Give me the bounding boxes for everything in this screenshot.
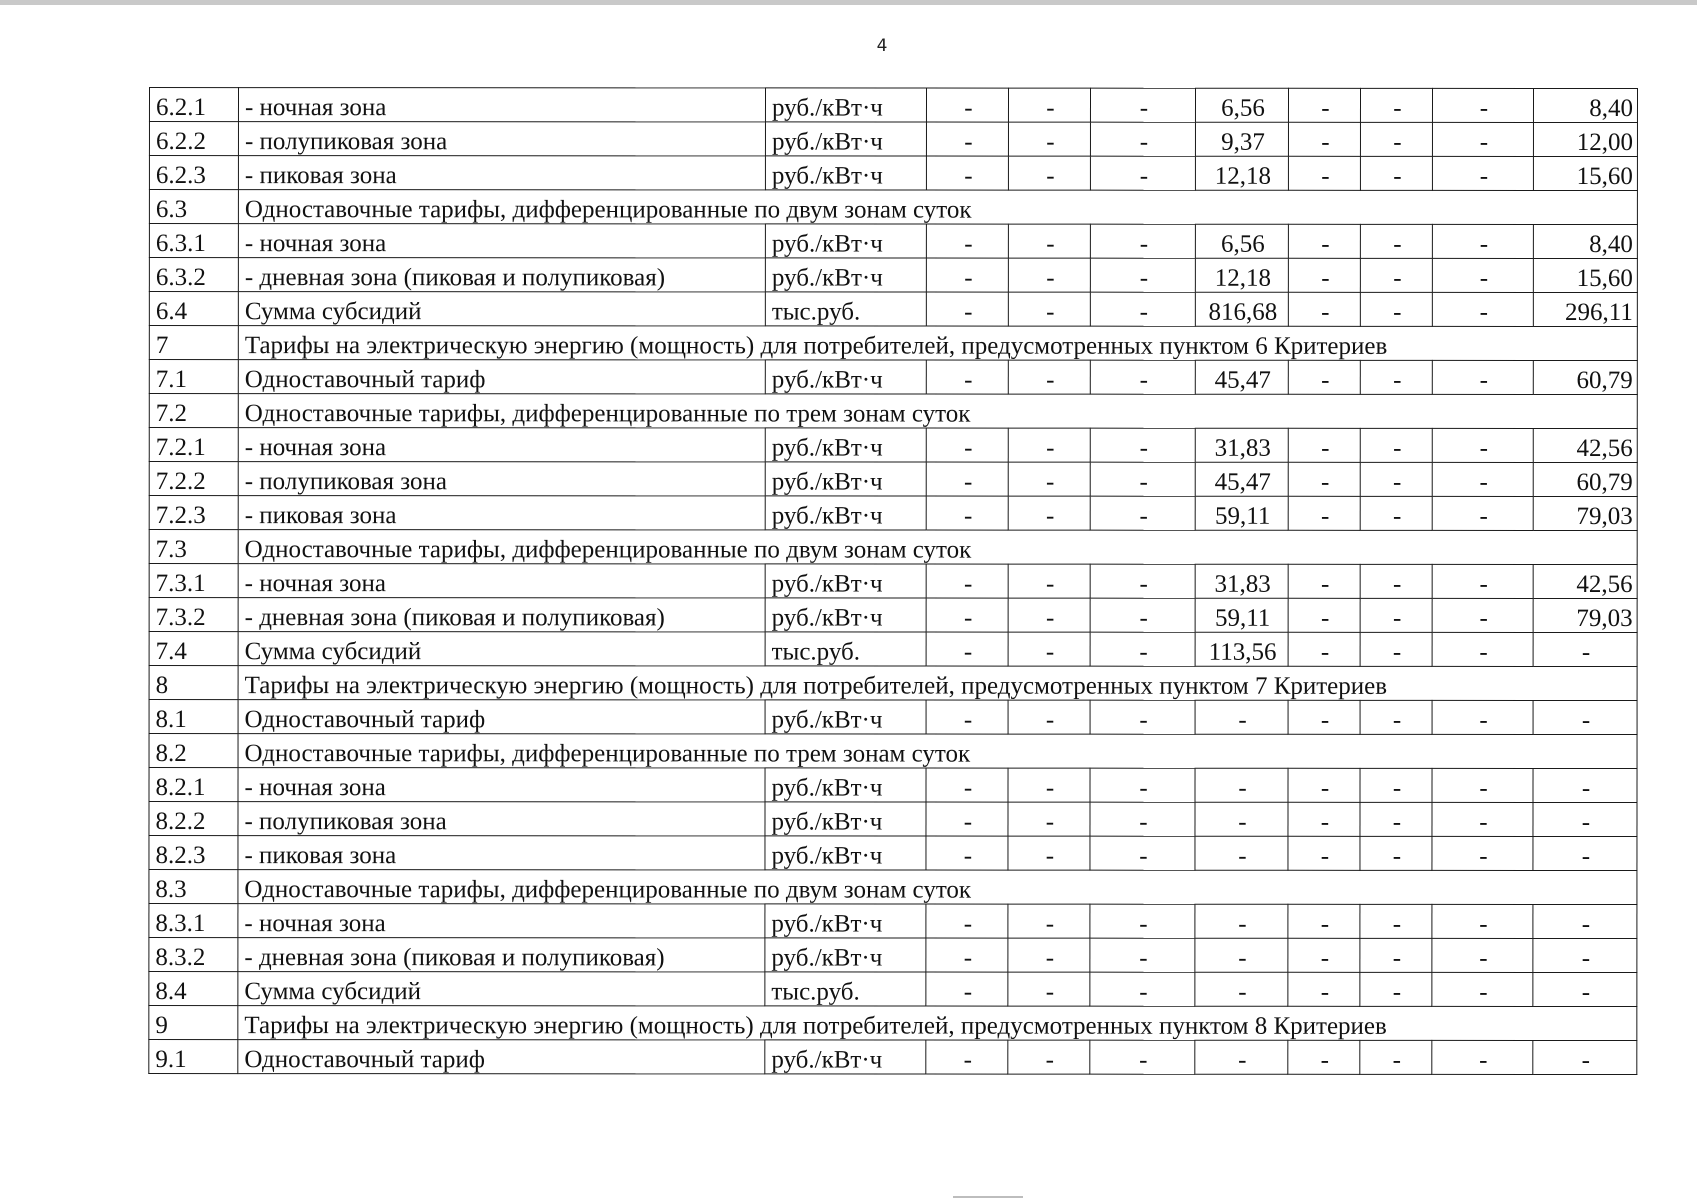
section-title-cell: Тарифы на электрическую энергию (мощность) для потребителей, предусмотренных пунктом 7 Критериев: [238, 666, 1637, 701]
value-cell: -: [1195, 700, 1288, 734]
unit-cell: руб./кВт·ч: [765, 496, 926, 530]
unit-cell: тыс.руб.: [765, 972, 926, 1006]
value-cell: -: [1360, 224, 1432, 258]
value-cell: -: [1008, 224, 1090, 258]
row-number-cell: 9: [149, 1006, 238, 1040]
table-row: [149, 360, 1637, 395]
value-cell: -: [1090, 292, 1195, 326]
value-cell: -: [1432, 938, 1533, 972]
value-cell: -: [926, 224, 1008, 258]
table-row: [149, 700, 1637, 735]
value-cell: -: [1008, 598, 1090, 632]
value-cell: -: [1008, 258, 1090, 292]
value-cell: -: [1432, 88, 1533, 122]
value-cell: -: [1090, 428, 1195, 462]
value-cell: 12,18: [1195, 258, 1288, 292]
value-cell: 12,00: [1533, 122, 1637, 156]
value-cell: -: [1195, 802, 1288, 836]
row-number-cell: 8.2.2: [149, 802, 238, 836]
value-cell: -: [1195, 836, 1288, 870]
table-row: [149, 836, 1637, 871]
value-cell: -: [1008, 122, 1090, 156]
value-cell: -: [1008, 462, 1090, 496]
section-header-row: [149, 666, 1637, 701]
value-cell: -: [926, 564, 1008, 598]
value-cell: -: [1360, 598, 1432, 632]
value-cell: -: [1360, 802, 1432, 836]
value-cell: -: [1360, 156, 1432, 190]
row-number-cell: 8.3.1: [149, 904, 238, 938]
table-row: [149, 904, 1637, 939]
row-name-cell: - ночная зона: [238, 428, 765, 462]
value-cell: -: [1288, 258, 1360, 292]
value-cell: -: [1288, 1040, 1360, 1074]
value-cell: 15,60: [1533, 258, 1637, 292]
value-cell: -: [1008, 360, 1090, 394]
table-row: [149, 224, 1637, 259]
unit-cell: руб./кВт·ч: [765, 428, 926, 462]
section-title-cell: Одноставочные тарифы, дифференцированные по двум зонам суток: [238, 530, 1637, 565]
value-cell: -: [1090, 632, 1195, 666]
value-cell: -: [1090, 836, 1195, 870]
value-cell: -: [1432, 292, 1533, 326]
table-row: [149, 462, 1637, 497]
value-cell: -: [1090, 360, 1195, 394]
value-cell: -: [1288, 496, 1360, 530]
value-cell: -: [1288, 768, 1360, 802]
value-cell: -: [1360, 428, 1432, 462]
value-cell: 45,47: [1195, 462, 1288, 496]
value-cell: -: [1432, 156, 1533, 190]
value-cell: -: [926, 802, 1008, 836]
row-number-cell: 6.2.2: [149, 122, 238, 156]
value-cell: -: [1360, 122, 1432, 156]
value-cell: -: [1008, 564, 1090, 598]
value-cell: -: [1288, 836, 1360, 870]
value-cell: -: [1090, 88, 1195, 122]
value-cell: -: [1432, 802, 1533, 836]
value-cell: -: [1008, 292, 1090, 326]
value-cell: -: [1360, 496, 1432, 530]
page-number: 4: [876, 36, 888, 56]
value-cell: -: [926, 360, 1008, 394]
value-cell: -: [1432, 768, 1533, 802]
row-number-cell: 7.3: [149, 530, 238, 564]
table-row: [149, 292, 1637, 327]
value-cell: -: [1432, 598, 1533, 632]
value-cell: 8,40: [1533, 88, 1637, 122]
row-number-cell: 7.2: [149, 394, 238, 428]
bottom-scan-mark: [953, 1196, 1023, 1198]
row-number-cell: 7.1: [149, 360, 238, 394]
value-cell: -: [1008, 156, 1090, 190]
value-cell: -: [1533, 938, 1637, 972]
value-cell: -: [1008, 700, 1090, 734]
tariff-table: [148, 87, 1638, 1075]
value-cell: -: [926, 428, 1008, 462]
table-row: [149, 972, 1637, 1007]
value-cell: 60,79: [1533, 360, 1637, 394]
value-cell: -: [1008, 802, 1090, 836]
section-header-row: [149, 190, 1637, 225]
row-number-cell: 8.4: [149, 972, 238, 1006]
unit-cell: руб./кВт·ч: [765, 258, 926, 292]
value-cell: -: [1288, 564, 1360, 598]
value-cell: -: [1008, 972, 1090, 1006]
row-name-cell: - дневная зона (пиковая и полупиковая): [238, 938, 765, 972]
value-cell: 296,11: [1533, 292, 1637, 326]
row-name-cell: - ночная зона: [238, 88, 765, 122]
value-cell: -: [1008, 632, 1090, 666]
section-title-cell: Одноставочные тарифы, дифференцированные по двум зонам суток: [238, 870, 1637, 905]
value-cell: 45,47: [1195, 360, 1288, 394]
value-cell: -: [926, 88, 1008, 122]
row-number-cell: 8.2.3: [149, 836, 238, 870]
value-cell: -: [1090, 904, 1195, 938]
row-name-cell: Одноставочный тариф: [238, 700, 765, 734]
value-cell: -: [926, 768, 1008, 802]
table-row: [149, 496, 1637, 531]
value-cell: -: [1288, 224, 1360, 258]
value-cell: 15,60: [1533, 156, 1637, 190]
section-header-row: [149, 530, 1637, 565]
section-title-cell: Одноставочные тарифы, дифференцированные по трем зонам суток: [238, 734, 1637, 769]
value-cell: 12,18: [1195, 156, 1288, 190]
value-cell: -: [1008, 836, 1090, 870]
value-cell: -: [1432, 904, 1533, 938]
value-cell: -: [1288, 122, 1360, 156]
value-cell: -: [1008, 904, 1090, 938]
value-cell: -: [926, 836, 1008, 870]
section-header-row: [149, 394, 1637, 429]
value-cell: -: [926, 904, 1008, 938]
unit-cell: тыс.руб.: [765, 292, 926, 326]
unit-cell: руб./кВт·ч: [765, 768, 926, 802]
value-cell: -: [1360, 564, 1432, 598]
value-cell: -: [1008, 1040, 1090, 1074]
unit-cell: руб./кВт·ч: [765, 462, 926, 496]
unit-cell: руб./кВт·ч: [765, 224, 926, 258]
table-row: [149, 632, 1637, 667]
row-name-cell: - ночная зона: [238, 904, 765, 938]
value-cell: -: [926, 462, 1008, 496]
row-name-cell: - полупиковая зона: [238, 462, 765, 496]
value-cell: -: [1288, 156, 1360, 190]
row-name-cell: - ночная зона: [238, 564, 765, 598]
section-header-row: [149, 326, 1637, 361]
value-cell: -: [1432, 462, 1533, 496]
value-cell: -: [1195, 938, 1288, 972]
row-name-cell: - ночная зона: [238, 224, 765, 258]
row-number-cell: 8.2.1: [149, 768, 238, 802]
value-cell: -: [1360, 88, 1432, 122]
value-cell: -: [1432, 122, 1533, 156]
unit-cell: тыс.руб.: [765, 632, 926, 666]
row-name-cell: Одноставочный тариф: [238, 360, 765, 394]
value-cell: -: [1090, 496, 1195, 530]
value-cell: 9,37: [1195, 122, 1288, 156]
row-name-cell: - ночная зона: [238, 768, 765, 802]
value-cell: -: [1360, 768, 1432, 802]
row-name-cell: Сумма субсидий: [238, 632, 765, 666]
scan-top-edge: [0, 0, 1697, 5]
section-header-row: [149, 734, 1637, 769]
value-cell: -: [1432, 700, 1533, 734]
row-number-cell: 7.2.3: [149, 496, 238, 530]
value-cell: 79,03: [1533, 496, 1637, 530]
value-cell: -: [1360, 462, 1432, 496]
row-number-cell: 6.4: [149, 292, 238, 326]
row-number-cell: 6.3: [149, 190, 238, 224]
value-cell: -: [1533, 836, 1637, 870]
row-name-cell: - полупиковая зона: [238, 802, 765, 836]
value-cell: -: [926, 972, 1008, 1006]
value-cell: -: [926, 496, 1008, 530]
row-number-cell: 8.1: [149, 700, 238, 734]
value-cell: -: [1288, 972, 1360, 1006]
row-number-cell: 8.3.2: [149, 938, 238, 972]
value-cell: -: [1360, 1040, 1432, 1074]
value-cell: -: [1090, 768, 1195, 802]
value-cell: -: [1432, 224, 1533, 258]
row-number-cell: 6.2.3: [149, 156, 238, 190]
value-cell: -: [1008, 88, 1090, 122]
value-cell: -: [1533, 700, 1637, 734]
value-cell: -: [1533, 802, 1637, 836]
value-cell: -: [1090, 462, 1195, 496]
value-cell: -: [1432, 1040, 1533, 1074]
value-cell: -: [926, 700, 1008, 734]
table-row: [149, 938, 1637, 973]
unit-cell: руб./кВт·ч: [765, 836, 926, 870]
value-cell: -: [1533, 972, 1637, 1006]
value-cell: -: [1008, 768, 1090, 802]
value-cell: -: [1360, 972, 1432, 1006]
row-name-cell: Сумма субсидий: [238, 972, 765, 1006]
row-name-cell: Сумма субсидий: [238, 292, 765, 326]
value-cell: -: [1090, 802, 1195, 836]
table-row: [149, 122, 1637, 157]
unit-cell: руб./кВт·ч: [765, 88, 926, 122]
value-cell: -: [1090, 122, 1195, 156]
value-cell: -: [926, 258, 1008, 292]
value-cell: -: [1432, 428, 1533, 462]
value-cell: -: [1090, 156, 1195, 190]
value-cell: -: [1090, 224, 1195, 258]
row-number-cell: 7: [149, 326, 238, 360]
value-cell: 113,56: [1195, 632, 1288, 666]
unit-cell: руб./кВт·ч: [765, 700, 926, 734]
value-cell: -: [926, 292, 1008, 326]
unit-cell: руб./кВт·ч: [765, 1040, 926, 1074]
value-cell: 79,03: [1533, 598, 1637, 632]
unit-cell: руб./кВт·ч: [765, 122, 926, 156]
value-cell: 6,56: [1195, 224, 1288, 258]
value-cell: -: [1195, 768, 1288, 802]
table-row: [149, 1040, 1637, 1075]
unit-cell: руб./кВт·ч: [765, 564, 926, 598]
value-cell: -: [926, 156, 1008, 190]
value-cell: -: [1533, 1040, 1637, 1074]
value-cell: -: [1533, 768, 1637, 802]
table-row: [149, 768, 1637, 803]
row-number-cell: 8.2: [149, 734, 238, 768]
row-number-cell: 7.2.1: [149, 428, 238, 462]
value-cell: -: [1432, 360, 1533, 394]
row-number-cell: 7.3.1: [149, 564, 238, 598]
value-cell: 42,56: [1533, 564, 1637, 598]
value-cell: -: [926, 938, 1008, 972]
row-number-cell: 8: [149, 666, 238, 700]
value-cell: -: [1090, 564, 1195, 598]
row-name-cell: - дневная зона (пиковая и полупиковая): [238, 598, 765, 632]
value-cell: -: [1008, 938, 1090, 972]
row-number-cell: 8.3: [149, 870, 238, 904]
value-cell: -: [1533, 632, 1637, 666]
section-title-cell: Тарифы на электрическую энергию (мощность) для потребителей, предусмотренных пунктом 6 Критериев: [238, 326, 1637, 361]
value-cell: -: [1288, 88, 1360, 122]
value-cell: -: [1360, 292, 1432, 326]
row-number-cell: 7.2.2: [149, 462, 238, 496]
section-title-cell: Тарифы на электрическую энергию (мощность) для потребителей, предусмотренных пунктом 8 Критериев: [238, 1006, 1637, 1041]
value-cell: -: [1288, 598, 1360, 632]
value-cell: -: [1288, 428, 1360, 462]
value-cell: 816,68: [1195, 292, 1288, 326]
value-cell: -: [1432, 836, 1533, 870]
value-cell: -: [1195, 1040, 1288, 1074]
value-cell: -: [1432, 632, 1533, 666]
value-cell: -: [1360, 904, 1432, 938]
value-cell: -: [1090, 1040, 1195, 1074]
table-row: [149, 258, 1637, 293]
row-name-cell: - полупиковая зона: [238, 122, 765, 156]
unit-cell: руб./кВт·ч: [765, 360, 926, 394]
value-cell: -: [1195, 972, 1288, 1006]
value-cell: -: [1008, 496, 1090, 530]
value-cell: -: [1288, 938, 1360, 972]
value-cell: -: [1432, 496, 1533, 530]
row-name-cell: - пиковая зона: [238, 496, 765, 530]
value-cell: -: [1288, 904, 1360, 938]
value-cell: -: [1090, 700, 1195, 734]
row-number-cell: 6.2.1: [149, 88, 238, 122]
value-cell: 8,40: [1533, 224, 1637, 258]
unit-cell: руб./кВт·ч: [765, 802, 926, 836]
table-row: [149, 598, 1637, 633]
value-cell: -: [1008, 428, 1090, 462]
value-cell: -: [1090, 938, 1195, 972]
value-cell: -: [1432, 972, 1533, 1006]
value-cell: 31,83: [1195, 564, 1288, 598]
row-number-cell: 6.3.1: [149, 224, 238, 258]
value-cell: 31,83: [1195, 428, 1288, 462]
section-header-row: [149, 870, 1637, 905]
value-cell: -: [1360, 632, 1432, 666]
tariff-table-body: [149, 88, 1638, 1075]
value-cell: -: [1288, 292, 1360, 326]
value-cell: -: [926, 1040, 1008, 1074]
value-cell: 59,11: [1195, 598, 1288, 632]
value-cell: -: [1432, 564, 1533, 598]
value-cell: -: [1090, 972, 1195, 1006]
section-header-row: [149, 1006, 1637, 1041]
value-cell: -: [1360, 938, 1432, 972]
value-cell: -: [1360, 258, 1432, 292]
value-cell: 6,56: [1195, 88, 1288, 122]
row-number-cell: 6.3.2: [149, 258, 238, 292]
row-name-cell: - пиковая зона: [238, 156, 765, 190]
value-cell: -: [1090, 598, 1195, 632]
row-name-cell: Одноставочный тариф: [238, 1040, 765, 1074]
value-cell: 42,56: [1533, 428, 1637, 462]
unit-cell: руб./кВт·ч: [765, 938, 926, 972]
value-cell: -: [1432, 258, 1533, 292]
value-cell: -: [1360, 836, 1432, 870]
value-cell: -: [926, 122, 1008, 156]
value-cell: -: [1288, 632, 1360, 666]
row-name-cell: - дневная зона (пиковая и полупиковая): [238, 258, 765, 292]
value-cell: 59,11: [1195, 496, 1288, 530]
unit-cell: руб./кВт·ч: [765, 156, 926, 190]
row-number-cell: 7.4: [149, 632, 238, 666]
value-cell: -: [926, 598, 1008, 632]
value-cell: -: [1288, 360, 1360, 394]
value-cell: -: [1288, 462, 1360, 496]
value-cell: -: [1288, 802, 1360, 836]
value-cell: -: [1360, 700, 1432, 734]
value-cell: 60,79: [1533, 462, 1637, 496]
value-cell: -: [1533, 904, 1637, 938]
value-cell: -: [1090, 258, 1195, 292]
section-title-cell: Одноставочные тарифы, дифференцированные по трем зонам суток: [238, 394, 1637, 429]
section-title-cell: Одноставочные тарифы, дифференцированные по двум зонам суток: [238, 190, 1637, 225]
value-cell: -: [926, 632, 1008, 666]
table-row: [149, 802, 1637, 837]
row-number-cell: 9.1: [149, 1040, 238, 1074]
row-number-cell: 7.3.2: [149, 598, 238, 632]
table-row: [149, 428, 1637, 463]
row-name-cell: - пиковая зона: [238, 836, 765, 870]
value-cell: -: [1360, 360, 1432, 394]
table-row: [149, 156, 1637, 191]
table-row: [149, 88, 1637, 123]
value-cell: -: [1195, 904, 1288, 938]
table-row: [149, 564, 1637, 599]
unit-cell: руб./кВт·ч: [765, 598, 926, 632]
value-cell: -: [1288, 700, 1360, 734]
unit-cell: руб./кВт·ч: [765, 904, 926, 938]
